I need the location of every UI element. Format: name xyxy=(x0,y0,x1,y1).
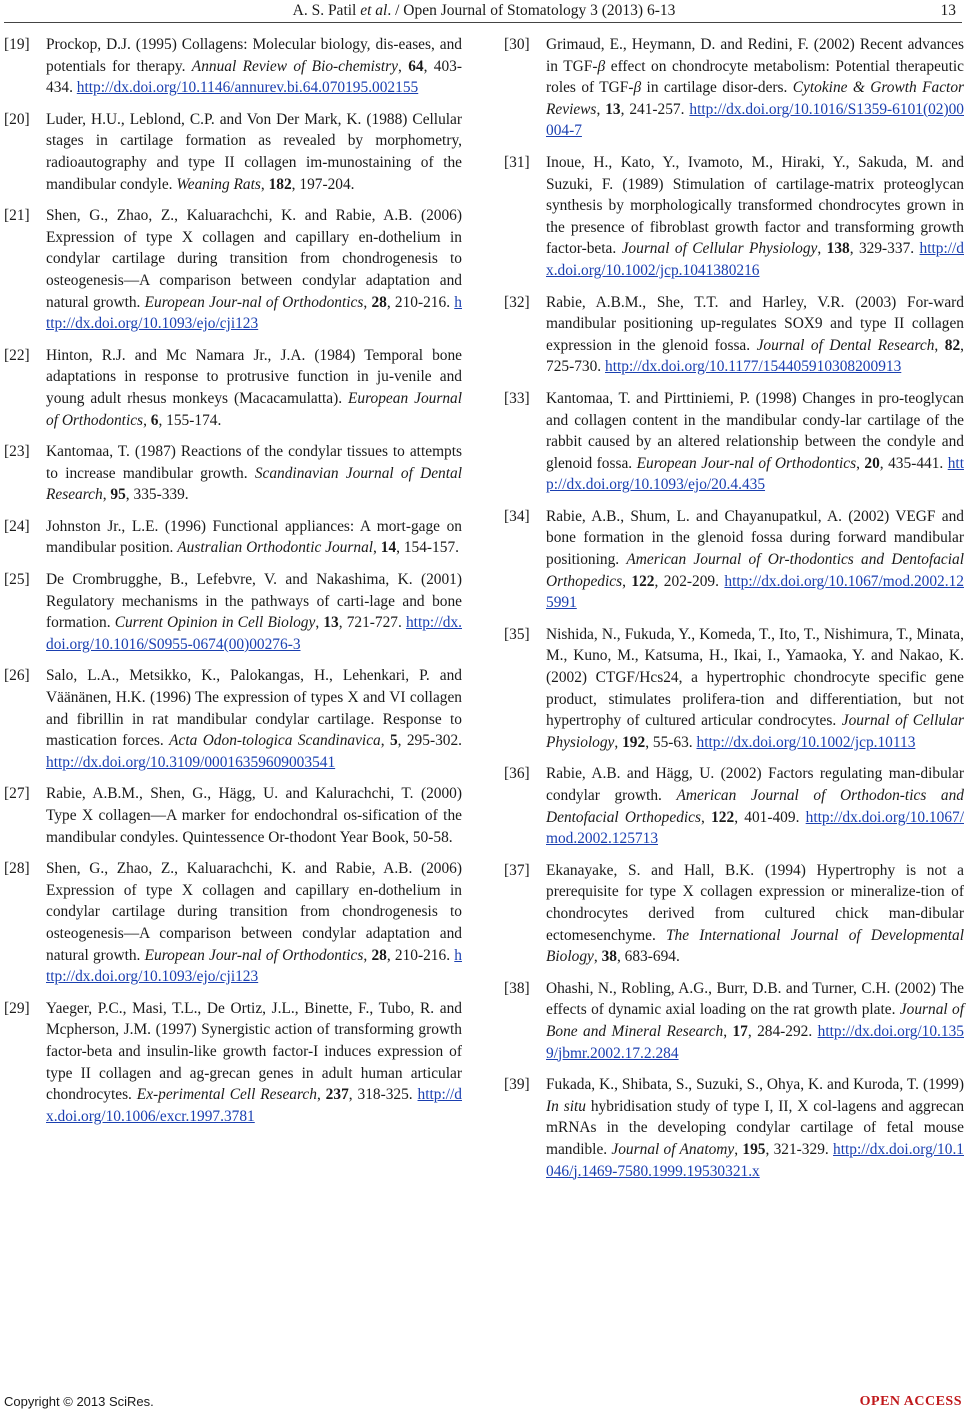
reference-entry xyxy=(504,978,964,1064)
journal-title: Journal of Cellular Physiology xyxy=(546,712,964,751)
reference-segment: Nishida, N., Fukuda, Y., Komeda, T., Ito, T., Nishimura, T., Minata, M., Kuno, M., Katsuma, H., Ikai, I., Yamaoka, Y. and Nakao, K. (2002) CTGF/Hcs24, a hypertrophic chondrocyte specific gene product, stimulates prolifera-tion and differentiation, but not hypertrophy of cultured articular condrocytes. xyxy=(546,625,964,730)
reference-text xyxy=(46,998,462,1128)
reference-segment: , 197-204. xyxy=(291,175,355,193)
reference-number: [26] xyxy=(4,667,30,685)
reference-text xyxy=(46,516,462,559)
reference-segment: Grimaud, E., Heymann, D. and Redini, F. (2002) Recent advances in TGF- xyxy=(546,36,964,75)
reference-entry xyxy=(4,34,462,99)
reference-segment: , xyxy=(363,946,372,964)
volume-number: 64 xyxy=(408,57,424,75)
reference-segment: , xyxy=(723,1022,733,1040)
reference-number: [36] xyxy=(504,765,530,783)
reference-text xyxy=(546,1074,964,1182)
doi-link[interactable]: http://dx.doi.org/10.1016/S0955-0674(00)00276-3 xyxy=(46,614,462,653)
references-column-left xyxy=(4,34,462,1137)
reference-number: [31] xyxy=(504,153,530,171)
volume-number: 17 xyxy=(732,1022,748,1040)
reference-segment: , xyxy=(596,100,606,118)
reference-segment: hybridisation study of type I, II, X col-lagens and aggrecan mRNAs in the developing condylar cartilage of fetal mouse mandible. xyxy=(546,1097,965,1158)
volume-number: 122 xyxy=(711,808,735,826)
reference-entry xyxy=(504,624,964,754)
volume-number: 13 xyxy=(323,614,339,632)
reference-segment: Kantomaa, T. and Pirttiniemi, P. (1998) Changes in pro-teoglycan and collagen content in the mandibular condy-lar cartilage of the rabbit caused by an altered relationship between the condyle and glenoid fossa. xyxy=(546,389,964,472)
reference-text xyxy=(46,34,462,99)
reference-text xyxy=(46,569,462,655)
doi-link[interactable]: http://dx.doi.org/10.3109/00016359609003541 xyxy=(46,753,336,771)
reference-number: [22] xyxy=(4,346,30,364)
reference-segment: , xyxy=(398,57,409,75)
reference-entry xyxy=(4,345,462,431)
reference-number: [27] xyxy=(4,785,30,803)
reference-segment: De Crombrugghe, B., Lefebvre, V. and Nakashima, K. (2001) Regulatory mechanisms in the pathways of carti-lage and bone formation. xyxy=(46,571,462,632)
reference-entry xyxy=(4,783,462,848)
reference-segment: Johnston Jr., L.E. (1996) Functional appliances: A mort-gage on mandibular position. xyxy=(46,517,462,557)
reference-segment: , xyxy=(373,539,381,557)
reference-segment: , 321-329. xyxy=(765,1140,834,1158)
reference-segment: Fukada, K., Shibata, S., Suzuki, S., Ohya, K. and Kuroda, T. (1999) xyxy=(546,1076,964,1094)
journal-title: Scandinavian Journal of Dental Research xyxy=(46,464,462,504)
doi-link[interactable]: http://dx.doi.org/10.1093/ejo/cji123 xyxy=(46,946,462,986)
reference-entry xyxy=(504,506,964,614)
volume-number: 122 xyxy=(631,572,655,590)
reference-entry xyxy=(4,109,462,195)
reference-number: [20] xyxy=(4,110,30,128)
journal-title: Cytokine & Growth Factor Reviews xyxy=(546,79,965,118)
reference-number: [33] xyxy=(504,389,530,407)
reference-number: [25] xyxy=(4,571,30,589)
journal-title: Journal of Bone and Mineral Research xyxy=(546,1001,964,1040)
reference-text xyxy=(46,109,462,195)
reference-segment: , 284-292. xyxy=(747,1022,818,1040)
reference-segment: Inoue, H., Kato, Y., Ivamoto, M., Hiraki, Y., Sakuda, M. and Suzuki, F. (1989) Stimulation of cartilage-matrix proteoglycan synthesis by morphologically transformed chondrocytes grown in the presence of fibroblast growth factor and transforming growth factor-beta. xyxy=(546,153,964,258)
reference-text xyxy=(46,441,462,506)
journal-title: Journal of Cellular Physiology xyxy=(621,240,818,258)
journal-title: Ex-perimental Cell Research xyxy=(136,1086,317,1104)
reference-segment: , 241-257. xyxy=(620,100,690,118)
copyright-notice: Copyright © 2013 SciRes. xyxy=(4,1394,154,1409)
reference-segment: Rabie, A.B.M., Shen, G., Hägg, U. and Kalurachchi, T. (2000) Type X collagen—A marker for endochondral os-sification of the mandibular condyles. Quintessence Or-thodont Year Book, 50-58. xyxy=(46,785,462,846)
reference-text xyxy=(46,858,462,988)
reference-segment: , 403-434. xyxy=(46,57,462,97)
reference-number: [21] xyxy=(4,207,30,225)
reference-text xyxy=(546,624,964,754)
journal-title: Weaning Rats xyxy=(176,175,261,193)
doi-link[interactable]: http://dx.doi.org/10.1093/ejo/cji123 xyxy=(46,293,462,333)
reference-entry xyxy=(504,1074,964,1182)
reference-segment: , xyxy=(143,411,151,429)
reference-number: [35] xyxy=(504,625,530,643)
volume-number: 5 xyxy=(389,732,398,750)
reference-text xyxy=(546,152,964,282)
reference-number: [39] xyxy=(504,1076,530,1094)
volume-number: 6 xyxy=(150,411,159,429)
reference-number: [23] xyxy=(4,443,30,461)
reference-text xyxy=(546,292,964,378)
reference-segment: in cartilage disor-ders. xyxy=(641,79,793,97)
journal-title: Annual Review of Bio-chemistry xyxy=(191,57,399,75)
running-title: A. S. Patil et al. / Open Journal of Stomatology 3 (2013) 6-13 xyxy=(292,2,676,19)
reference-segment: , xyxy=(734,1140,743,1158)
reference-segment: Luder, H.U., Leblond, C.P. and Von Der Mark, K. (1988) Cellular stages in cartilage formation as revealed by morphometry, radioautography and type II collagen im-munostaining of the mandibular condyle. xyxy=(46,110,462,193)
reference-entry xyxy=(504,34,964,142)
reference-number: [28] xyxy=(4,860,30,878)
references-column-right xyxy=(504,34,964,1192)
reference-segment: Rabie, A.B. and Hägg, U. (2002) Factors regulating man-dibular condylar growth. xyxy=(546,765,964,804)
reference-segment: , xyxy=(363,293,372,311)
reference-number: [24] xyxy=(4,517,30,535)
reference-segment: , xyxy=(701,808,712,826)
reference-segment: , 435-441. xyxy=(879,454,948,472)
doi-link[interactable]: http://dx.doi.org/10.1177/154405910308200913 xyxy=(605,358,902,376)
volume-number: 38 xyxy=(601,948,617,966)
reference-number: [34] xyxy=(504,507,530,525)
reference-number: [29] xyxy=(4,999,30,1017)
reference-segment: Yaeger, P.C., Masi, T.L., De Ortiz, J.L., Binette, F., Tubo, R. and Mcpherson, J.M. (1997) Synergistic action of transforming growth factor-beta and insulin-like growth factor-I induces expression of type II collagen and ag-grecan genes in adult human articular chondrocytes. xyxy=(46,999,462,1104)
volume-number: 195 xyxy=(742,1140,766,1158)
reference-segment: , 725-730. xyxy=(546,336,964,376)
volume-number: 95 xyxy=(110,486,126,504)
reference-text xyxy=(546,506,964,614)
doi-link[interactable]: http://dx.doi.org/10.1016/S1359-6101(02)00004-7 xyxy=(546,100,964,140)
journal-title: β xyxy=(633,79,642,97)
volume-number: 20 xyxy=(864,454,880,472)
reference-segment: , xyxy=(315,614,324,632)
doi-link[interactable]: http://dx.doi.org/10.1046/j.1469-7580.1999.19530321.x xyxy=(546,1140,964,1180)
doi-link[interactable]: http://dx.doi.org/10.1006/excr.1997.3781 xyxy=(46,1086,462,1125)
reference-segment: , xyxy=(817,240,827,258)
reference-number: [38] xyxy=(504,979,530,997)
journal-title: β xyxy=(597,57,606,75)
reference-segment: , xyxy=(593,948,602,966)
journal-title: In situ xyxy=(546,1097,586,1115)
volume-number: 28 xyxy=(371,293,387,311)
reference-entry xyxy=(504,860,964,968)
doi-link[interactable]: http://dx.doi.org/10.1002/jcp.10113 xyxy=(696,733,916,751)
doi-link[interactable]: http://dx.doi.org/10.1067/mod.2002.125991 xyxy=(546,572,964,612)
reference-segment: , xyxy=(380,732,390,750)
reference-segment: Shen, G., Zhao, Z., Kaluarachchi, K. and Rabie, A.B. (2006) Expression of type X collagen and capillary en-dothelium in condylar cartilage during transition from chondrogenesis to osteogenesis—A comparison between condylar adaptation and natural growth. xyxy=(46,207,462,311)
journal-title: Journal of Anatomy xyxy=(611,1140,735,1158)
reference-segment: , 55-63. xyxy=(645,733,697,751)
reference-entry xyxy=(4,665,462,773)
reference-segment: , xyxy=(260,175,269,193)
reference-segment: Salo, L.A., Metsikko, K., Palokangas, H., Lehenkari, P. and Väänänen, H.K. (1996) The expression of types X and VI collagen and fibrillin in rat mandibular condylar cartilage. Response to mastication forces. xyxy=(46,667,462,750)
page-footer xyxy=(0,1394,968,1414)
reference-segment: , 210-216. xyxy=(386,293,455,311)
volume-number: 14 xyxy=(380,539,397,557)
reference-entry xyxy=(504,152,964,282)
reference-segment: Ekanayake, S. and Hall, B.K. (1994) Hypertrophy is not a prerequisite for type X collagen expression or mineralize-tion of chondrocytes derived from cultured chick man-dibular ectomesenchyme. xyxy=(546,861,964,944)
reference-segment: , xyxy=(934,336,945,354)
journal-title: European Jour-nal of Orthodontics xyxy=(636,454,857,472)
reference-entry xyxy=(504,292,964,378)
reference-number: [32] xyxy=(504,293,530,311)
reference-segment: , xyxy=(622,572,632,590)
doi-link[interactable]: http://dx.doi.org/10.1093/ejo/20.4.435 xyxy=(546,454,964,494)
reference-segment: , 721-727. xyxy=(338,614,406,632)
doi-link[interactable]: http://dx.doi.org/10.1002/jcp.1041380216 xyxy=(546,240,964,279)
reference-text xyxy=(546,978,964,1064)
reference-text xyxy=(546,34,964,142)
reference-number: [37] xyxy=(504,861,530,879)
reference-text xyxy=(546,763,964,849)
reference-text xyxy=(46,783,462,848)
reference-text xyxy=(46,345,462,431)
journal-title: American Journal of Orthodon-tics and Dentofacial Orthopedics xyxy=(546,787,964,826)
reference-segment: Kantomaa, T. (1987) Reactions of the condylar tissues to attempts to increase mandibular growth. xyxy=(46,443,462,482)
reference-segment: Prockop, D.J. (1995) Collagens: Molecular biology, dis-eases, and potentials for therapy. xyxy=(46,36,462,75)
reference-segment: , 295-302. xyxy=(397,732,463,750)
doi-link[interactable]: http://dx.doi.org/10.1359/jbmr.2002.17.2.284 xyxy=(546,1022,964,1062)
reference-text xyxy=(546,860,964,968)
reference-entry xyxy=(504,763,964,849)
reference-number: [30] xyxy=(504,36,530,53)
reference-segment: Ohashi, N., Robling, A.G., Burr, D.B. and Turner, C.H. (2002) The effects of dynamic axial loading on the rat growth plate. xyxy=(546,979,964,1019)
journal-title: European Journal of Orthodontics xyxy=(46,389,462,429)
reference-segment: , 329-337. xyxy=(849,240,920,258)
journal-title: American Journal of Or-thodontics and Dentofacial Orthopedics xyxy=(546,551,965,590)
reference-entry xyxy=(4,569,462,655)
volume-number: 82 xyxy=(944,336,961,354)
reference-segment: , 210-216. xyxy=(386,946,455,964)
reference-segment: Rabie, A.B.M., She, T.T. and Harley, V.R. (2003) For-ward mandibular positioning up-regulates SOX9 and type II collagen expression in the glenoid fossa. xyxy=(546,293,964,354)
volume-number: 13 xyxy=(605,100,621,118)
journal-title: Journal of Dental Research xyxy=(756,336,935,354)
reference-text xyxy=(46,205,462,335)
journal-title: European Jour-nal of Orthodontics xyxy=(144,293,364,311)
journal-title: European Jour-nal of Orthodontics xyxy=(144,946,364,964)
reference-segment: , xyxy=(614,733,623,751)
reference-entry xyxy=(504,388,964,496)
reference-segment: , xyxy=(316,1086,326,1104)
volume-number: 138 xyxy=(826,240,850,258)
reference-segment: Rabie, A.B., Shum, L. and Chayanupatkul, A. (2002) VEGF and bone formation in the glenoid fossa during forward mandibular positioning. xyxy=(546,507,964,569)
journal-title: Acta Odon-tologica Scandinavica xyxy=(169,732,381,750)
reference-segment: , 202-209. xyxy=(654,572,725,590)
reference-segment: , 683-694. xyxy=(616,948,680,966)
journal-title: Current Opinion in Cell Biology xyxy=(114,614,316,632)
volume-number: 182 xyxy=(268,175,292,193)
open-access-label: OPEN ACCESS xyxy=(859,1394,962,1409)
reference-entry xyxy=(4,998,462,1128)
reference-text xyxy=(46,665,462,773)
reference-entry xyxy=(4,858,462,988)
doi-link[interactable]: http://dx.doi.org/10.1067/mod.2002.125713 xyxy=(546,808,964,848)
header-divider xyxy=(4,22,962,23)
reference-segment: , xyxy=(102,486,111,504)
reference-number: [19] xyxy=(4,36,30,53)
reference-segment: effect on chondrocyte metabolism: Potential therapeutic roles of TGF- xyxy=(546,57,964,97)
reference-segment: , 335-339. xyxy=(125,486,189,504)
volume-number: 237 xyxy=(325,1086,349,1104)
journal-title: The International Journal of Developmental Biology xyxy=(546,926,964,966)
reference-entry xyxy=(4,205,462,335)
reference-segment: , 401-409. xyxy=(734,808,806,826)
reference-segment: Hinton, R.J. and Mc Namara Jr., J.A. (1984) Temporal bone adaptations in response to protrusive function in ju-venile and young adult rhesus monkeys (Macacamulatta). xyxy=(46,346,462,407)
reference-segment: , xyxy=(856,454,865,472)
volume-number: 192 xyxy=(622,733,646,751)
volume-number: 28 xyxy=(371,946,387,964)
reference-text xyxy=(546,388,964,496)
reference-segment: , 155-174. xyxy=(158,411,222,429)
running-header xyxy=(0,0,968,28)
reference-segment: , 318-325. xyxy=(348,1086,418,1104)
reference-segment: , 154-157. xyxy=(396,539,459,557)
journal-title: Australian Orthodontic Journal xyxy=(177,539,374,557)
page-number: 13 xyxy=(940,2,956,19)
reference-entry xyxy=(4,441,462,506)
doi-link[interactable]: http://dx.doi.org/10.1146/annurev.bi.64.070195.002155 xyxy=(76,79,419,97)
reference-segment: Shen, G., Zhao, Z., Kaluarachchi, K. and Rabie, A.B. (2006) Expression of type X collagen and capillary en-dothelium in condylar cartilage during transition from chondrogenesis to osteogenesis—A comparison between condylar adaptation and natural growth. xyxy=(46,860,462,964)
reference-entry xyxy=(4,516,462,559)
